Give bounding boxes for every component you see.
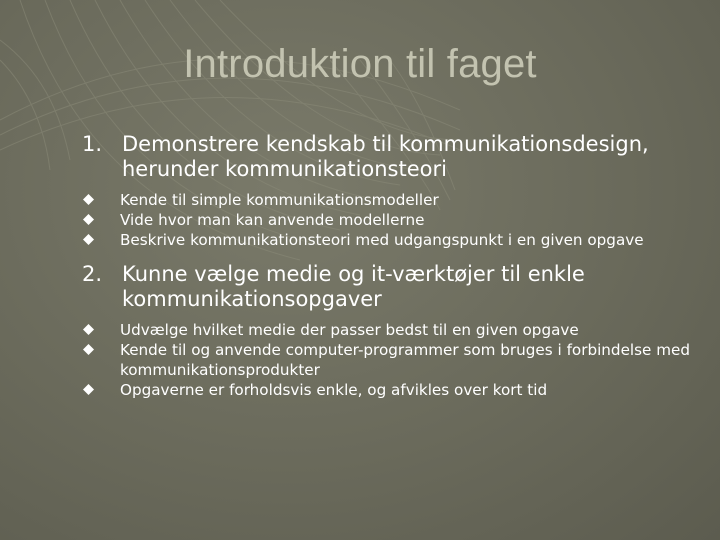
bullet-text: Kende til og anvende computer-programmer som bruges i forbindelse med kommunikationsprodukter	[120, 341, 691, 379]
item-number: 2.	[82, 262, 103, 286]
bullet-text: Kende til simple kommunikationsmodeller	[120, 191, 439, 209]
diamond-bullet-icon	[83, 324, 94, 335]
bullet-text: Vide hvor man kan anvende modellerne	[120, 211, 425, 229]
list-item	[82, 210, 692, 230]
bullet-text: Udvælge hvilket medie der passer bedst til en given opgave	[120, 321, 579, 339]
numbered-item-1	[82, 132, 692, 182]
item-heading: Demonstrere kendskab til kommunikationsdesign, herunder kommunikationsteori	[122, 132, 649, 181]
item-heading: Kunne vælge medie og it-værktøjer til enkle kommunikationsopgaver	[122, 262, 585, 311]
numbered-item-2	[82, 262, 692, 312]
list-item	[82, 230, 692, 250]
diamond-bullet-icon	[83, 214, 94, 225]
diamond-bullet-icon	[83, 384, 94, 395]
diamond-bullet-icon	[83, 344, 94, 355]
list-item	[82, 190, 692, 210]
diamond-bullet-icon	[83, 234, 94, 245]
item-number: 1.	[82, 132, 103, 156]
diamond-bullet-icon	[83, 194, 94, 205]
sub-bullet-list-2	[82, 320, 692, 400]
list-item	[82, 340, 692, 380]
sub-bullet-list-1	[82, 190, 692, 250]
slide-title: Introduktion til faget	[183, 42, 537, 86]
list-item	[82, 320, 692, 340]
slide-content	[82, 132, 692, 400]
list-item	[82, 380, 692, 400]
bullet-text: Beskrive kommunikationsteori med udgangspunkt i en given opgave	[120, 231, 644, 249]
bullet-text: Opgaverne er forholdsvis enkle, og afvikles over kort tid	[120, 381, 548, 399]
